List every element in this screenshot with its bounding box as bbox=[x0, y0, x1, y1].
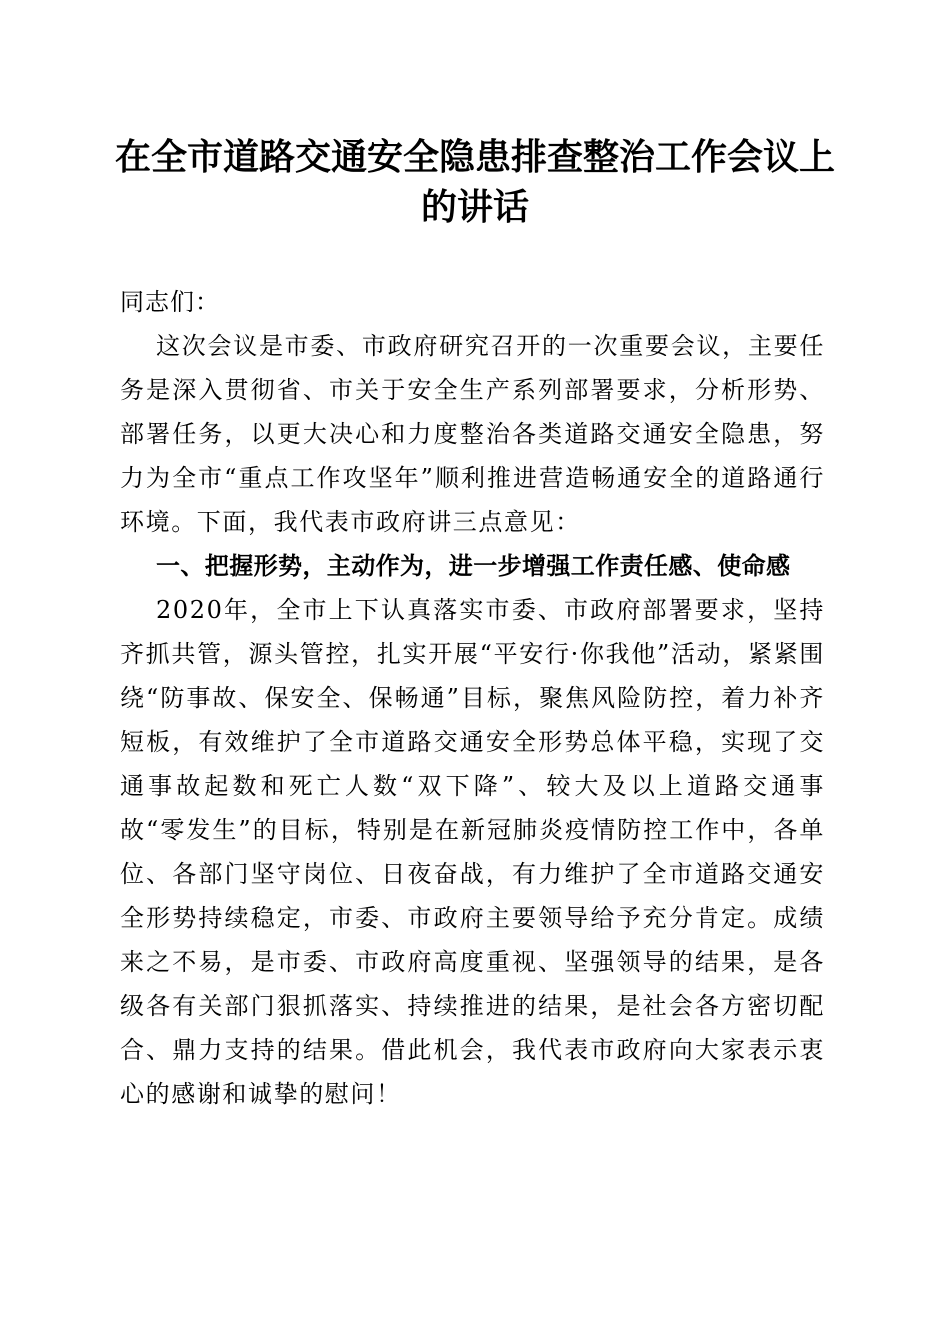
section-paragraph: 2020年，全市上下认真落实市委、市政府部署要求，坚持齐抓共管，源头管控，扎实开展“平安行·你我他”活动，紧紧围绕“防事故、保安全、保畅通”目标，聚焦风险防控，着力补齐短板，有效维护了全市道路交通安全形势总体平稳，实现了交通事故起数和死亡人数“双下降”、较大及以上道路交通事故“零发生”的目标，特别是在新冠肺炎疫情防控工作中，各单位、各部门坚守岗位、日夜奋战，有力维护了全市道路交通安全形势持续稳定，市委、市政府主要领导给予充分肯定。成绩来之不易，是市委、市政府高度重视、坚强领导的结果，是各级各有关部门狠抓落实、持续推进的结果，是社会各方密切配合、鼎力支持的结果。借此机会，我代表市政府向大家表示衷心的感谢和诚挚的慰问！ bbox=[120, 596, 825, 1108]
section-heading: 一、把握形势，主动作为，进一步增强工作责任感、使命感 bbox=[156, 552, 791, 580]
salutation: 同志们： bbox=[120, 288, 220, 316]
intro-paragraph: 这次会议是市委、市政府研究召开的一次重要会议，主要任务是深入贯彻省、市关于安全生产系列部署要求，分析形势、部署任务，以更大决心和力度整治各类道路交通安全隐患，努力为全市“重点工作攻坚年”顺利推进营造畅通安全的道路通行环境。下面，我代表市政府讲三点意见： bbox=[120, 332, 825, 536]
document-body bbox=[120, 280, 825, 1116]
document-title: 在全市道路交通安全隐患排查整治工作会议上的讲话 bbox=[114, 136, 835, 228]
